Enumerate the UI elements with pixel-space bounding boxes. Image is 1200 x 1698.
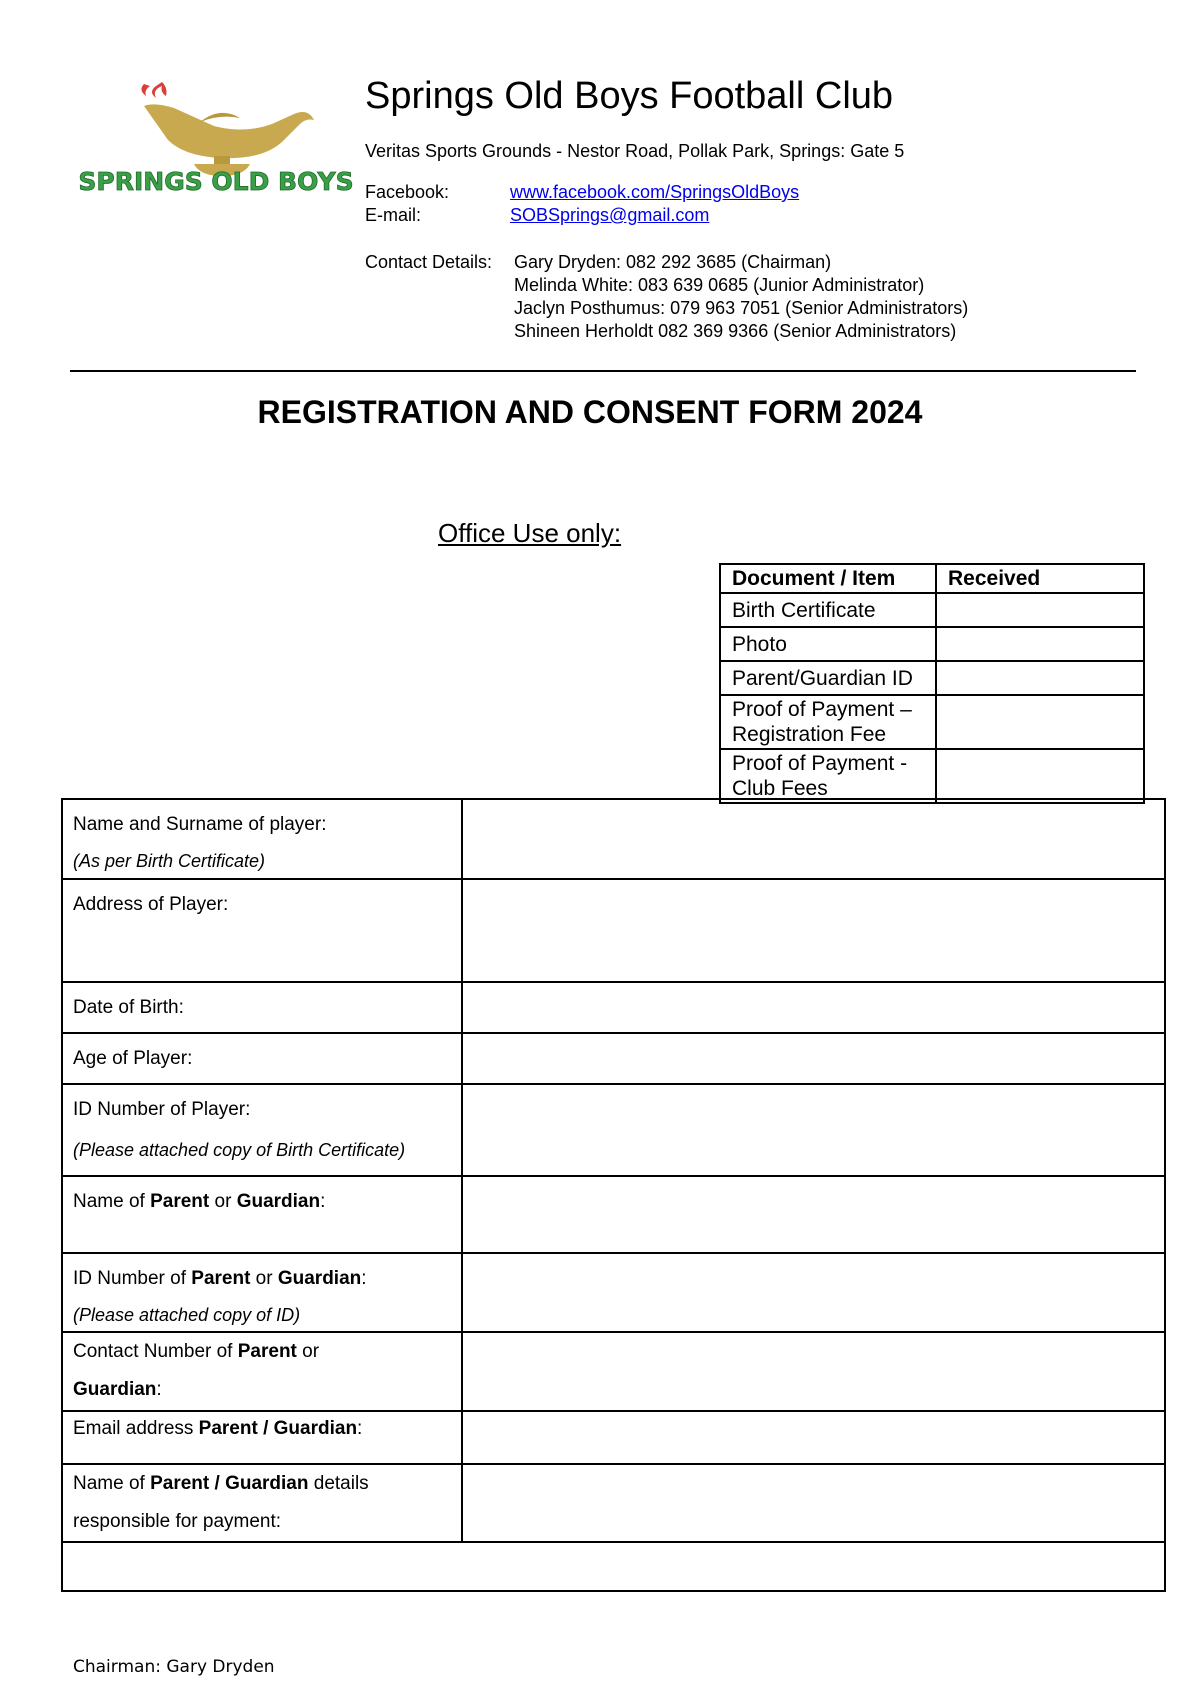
flame-mark (152, 82, 167, 98)
label-text: details (308, 1473, 369, 1494)
contact-senior-admin-2: Shineen Herholdt 082 369 9366 (Senior Administrators) (514, 321, 957, 341)
player-id-field[interactable] (462, 1084, 1165, 1176)
header-divider (70, 370, 1136, 372)
parent-email-field[interactable] (462, 1411, 1165, 1464)
player-address-field[interactable] (462, 879, 1165, 982)
received-cell[interactable] (936, 695, 1144, 749)
received-cell[interactable] (936, 749, 1144, 803)
age-field[interactable] (462, 1033, 1165, 1084)
contact-senior-admin-1: Jaclyn Posthumus: 079 963 7051 (Senior Administrators) (514, 298, 969, 318)
golden-lamp-icon (141, 82, 314, 176)
row-player-name (62, 799, 1165, 879)
parent-id-label (73, 1268, 367, 1289)
dob-field[interactable] (462, 982, 1165, 1033)
payment-responsible-label (62, 1464, 462, 1542)
label-bold-parent-guardian: Parent / Guardian (150, 1473, 309, 1494)
blank-row-cell[interactable] (62, 1542, 1165, 1591)
parent-contact-field[interactable] (462, 1332, 1165, 1411)
row-date-of-birth (62, 982, 1165, 1033)
label-bold-guardian: Guardian (73, 1379, 157, 1400)
office-item: Parent/Guardian ID (720, 661, 936, 695)
column-header-document: Document / Item (720, 564, 936, 593)
label-text: ID Number of (73, 1268, 192, 1289)
received-cell[interactable] (936, 661, 1144, 695)
label-text: responsible for payment: (73, 1511, 282, 1532)
office-item: Proof of Payment – Registration Fee (720, 695, 936, 749)
payment-responsible-field[interactable] (462, 1464, 1165, 1542)
office-table-header (720, 564, 1144, 593)
label-text: : (156, 1379, 162, 1400)
logo-text: SPRINGS OLD BOYS (78, 167, 354, 196)
dob-label: Date of Birth: (62, 982, 462, 1033)
row-parent-id (62, 1253, 1165, 1332)
label-text: Email address (73, 1418, 199, 1439)
registration-form-table (61, 798, 1166, 1592)
label-text: or (250, 1268, 278, 1289)
received-cell[interactable] (936, 627, 1144, 661)
label-text: Name of (73, 1473, 151, 1494)
label-text: : (361, 1268, 367, 1289)
label-text: : (320, 1191, 326, 1212)
office-item: Photo (720, 627, 936, 661)
label-bold-parent: Parent (191, 1268, 251, 1289)
age-label: Age of Player: (62, 1033, 462, 1084)
club-logo (76, 76, 356, 196)
club-name: Springs Old Boys Football Club (365, 75, 894, 117)
contact-junior-admin: Melinda White: 083 639 0685 (Junior Administrator) (514, 275, 925, 295)
facebook-label: Facebook: (365, 182, 450, 202)
label-bold-guardian: Guardian (277, 1268, 362, 1289)
label-text: Contact Number of (73, 1341, 238, 1362)
row-age (62, 1033, 1165, 1084)
player-name-field[interactable] (462, 799, 1165, 879)
flame-mark-2 (141, 84, 150, 96)
office-row-photo (720, 627, 1144, 661)
row-parent-contact (62, 1332, 1165, 1411)
parent-id-field[interactable] (462, 1253, 1165, 1332)
player-id-label: ID Number of Player: (73, 1099, 251, 1120)
label-text: Name of (73, 1191, 151, 1212)
row-parent-email (62, 1411, 1165, 1464)
received-cell[interactable] (936, 593, 1144, 627)
parent-name-label (62, 1176, 462, 1253)
footer-chairman: Chairman: Gary Dryden (73, 1657, 275, 1677)
label-bold-guardian: Guardian (236, 1191, 321, 1212)
player-id-note: (Please attached copy of Birth Certificate) (73, 1140, 406, 1160)
field-label (62, 1084, 462, 1176)
row-player-id (62, 1084, 1165, 1176)
parent-id-note: (Please attached copy of ID) (73, 1305, 301, 1325)
column-header-received: Received (936, 564, 1144, 593)
label-text: or (209, 1191, 237, 1212)
contact-details-label: Contact Details: (365, 252, 493, 272)
field-label (62, 1253, 462, 1332)
row-blank (62, 1542, 1165, 1591)
label-bold-parent: Parent (237, 1341, 297, 1362)
lamp-body (144, 104, 314, 158)
facebook-link[interactable]: www.facebook.com/SpringsOldBoys (510, 182, 800, 202)
office-item: Proof of Payment - Club Fees (720, 749, 936, 803)
lamp-stem (214, 156, 230, 164)
label-text: or (296, 1341, 320, 1362)
label-text: : (357, 1418, 363, 1439)
office-use-table (719, 563, 1145, 804)
field-label (62, 799, 462, 879)
office-row-birth-certificate (720, 593, 1144, 627)
row-parent-name (62, 1176, 1165, 1253)
player-address-label: Address of Player: (62, 879, 462, 982)
club-address: Veritas Sports Grounds - Nestor Road, Pollak Park, Springs: Gate 5 (365, 141, 905, 161)
lamp-lid (200, 113, 240, 122)
parent-name-field[interactable] (462, 1176, 1165, 1253)
parent-email-label (62, 1411, 462, 1464)
label-bold-parent: Parent (150, 1191, 210, 1212)
contact-chairman: Gary Dryden: 082 292 3685 (Chairman) (514, 252, 832, 272)
row-payment-responsible (62, 1464, 1165, 1542)
office-row-registration-fee (720, 695, 1144, 749)
office-use-heading: Office Use only: (438, 518, 622, 548)
email-link[interactable]: SOBSprings@gmail.com (510, 205, 710, 225)
office-item: Birth Certificate (720, 593, 936, 627)
label-bold-parent-guardian: Parent / Guardian (198, 1418, 358, 1439)
player-name-note: (As per Birth Certificate) (73, 851, 266, 871)
email-label: E-mail: (365, 205, 422, 225)
form-title: REGISTRATION AND CONSENT FORM 2024 (257, 394, 923, 430)
office-row-club-fees (720, 749, 1144, 803)
player-name-label: Name and Surname of player: (73, 814, 327, 835)
parent-contact-label (62, 1332, 462, 1411)
office-row-parent-id (720, 661, 1144, 695)
row-player-address (62, 879, 1165, 982)
